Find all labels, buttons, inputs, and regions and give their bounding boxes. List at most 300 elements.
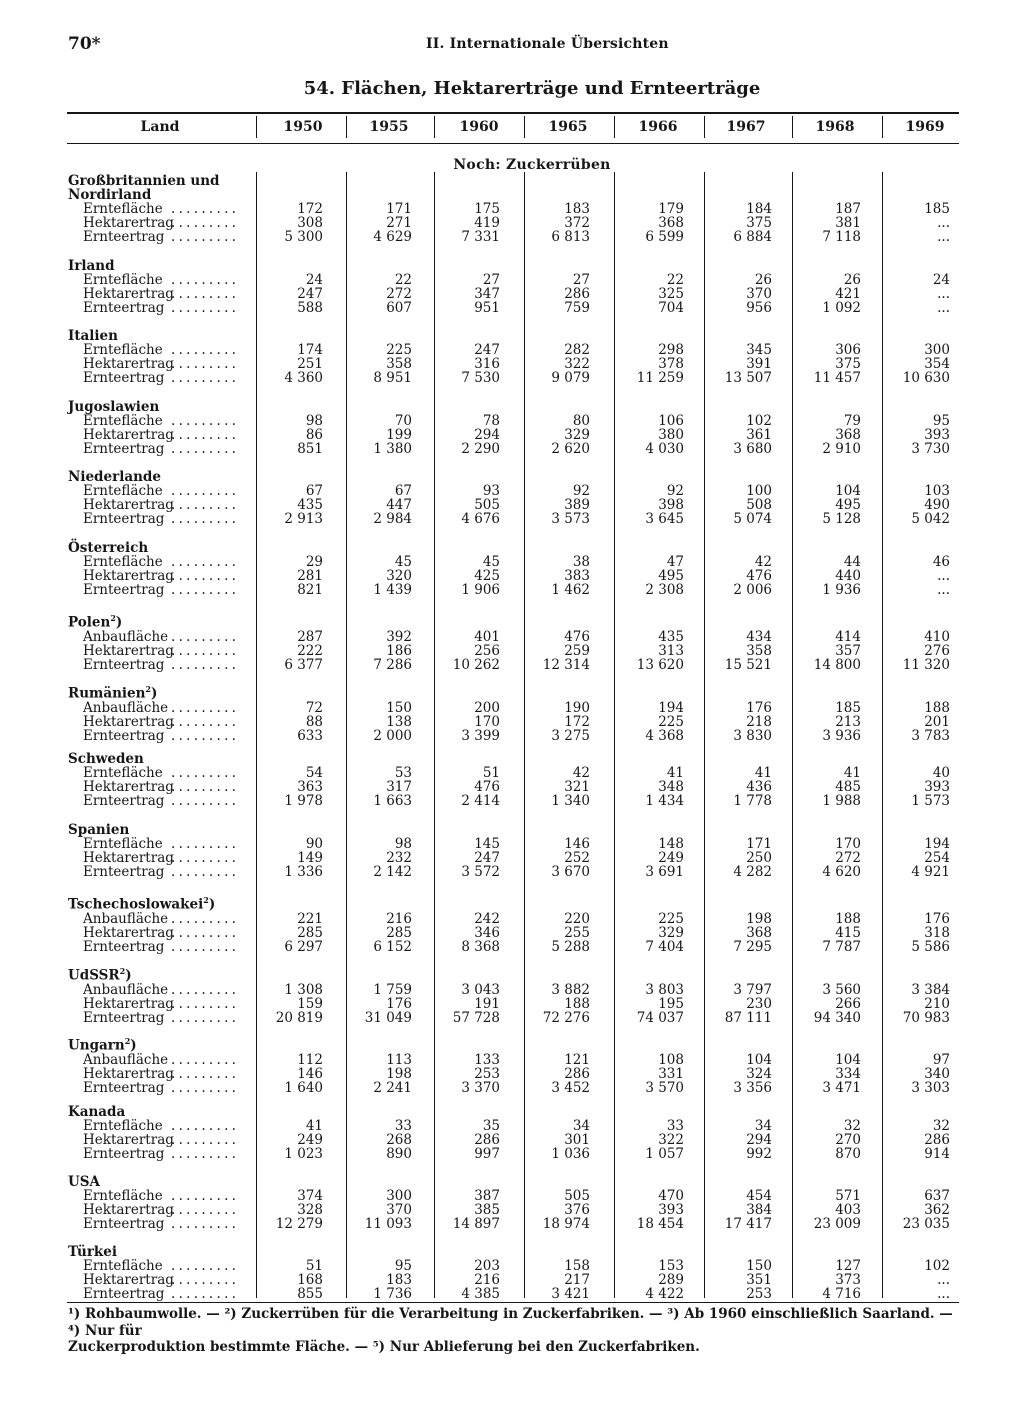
- table-cell: 41: [666, 765, 684, 781]
- country-name: [68, 541, 960, 555]
- country-name: [68, 682, 960, 701]
- table-cell: ...: [937, 215, 950, 232]
- table-cell: 272: [835, 850, 861, 867]
- table-cell: 254: [924, 850, 950, 867]
- table-cell: 92: [666, 483, 684, 499]
- column-divider: [882, 116, 883, 138]
- table-cell: 259: [564, 642, 590, 659]
- table-cell: 32: [932, 1118, 950, 1134]
- table-cell: 210: [924, 995, 950, 1012]
- table-cell: 1 988: [822, 793, 861, 810]
- row-label: Erntefläche: [83, 272, 163, 288]
- country-name-text: Tschechoslowakei: [68, 896, 204, 913]
- table-cell: 255: [564, 924, 590, 941]
- table-cell: 24: [305, 272, 323, 288]
- table-cell: 94 340: [813, 1009, 861, 1026]
- table-cell: 213: [835, 713, 861, 730]
- leader-dots: . . . . . . . . .: [171, 1216, 236, 1233]
- table-row: [68, 484, 960, 498]
- table-cell: 2 290: [461, 441, 500, 458]
- footnote-paren: ): [125, 967, 132, 984]
- table-cell: 348: [658, 779, 684, 796]
- leader-dots: . . . . . . . . .: [171, 229, 236, 246]
- table-cell: ...: [937, 229, 950, 246]
- table-cell: 282: [564, 342, 590, 358]
- table-row: [68, 273, 960, 287]
- leader-dots: . . . . . . . . .: [171, 727, 236, 744]
- country-name: [68, 329, 960, 343]
- table-cell: 1 380: [373, 441, 412, 458]
- table-cell: 821: [297, 582, 323, 599]
- table-row: [68, 1119, 960, 1133]
- table-cell: 199: [386, 427, 412, 444]
- table-cell: 242: [474, 910, 500, 927]
- column-header-year: 1966: [638, 119, 678, 135]
- table-cell: 221: [297, 910, 323, 927]
- table-cell: 3 572: [461, 864, 500, 881]
- table-cell: 266: [835, 995, 861, 1012]
- table-cell: 195: [658, 995, 684, 1012]
- row-label: Anbaufläche: [83, 981, 169, 998]
- country-name-text: Ungarn: [68, 1037, 125, 1054]
- table-cell: 26: [754, 272, 772, 288]
- table-cell: 216: [474, 1272, 500, 1289]
- table-cell: 2 142: [373, 864, 412, 881]
- table-cell: 7 404: [645, 938, 684, 955]
- table-cell: 112: [297, 1051, 323, 1068]
- table-cell: 185: [835, 699, 861, 716]
- table-cell: 225: [386, 342, 412, 358]
- country-name-text: Türkei: [68, 1244, 118, 1260]
- table-cell: 485: [835, 779, 861, 796]
- country-block: [68, 682, 960, 743]
- table-cell: 340: [924, 1065, 950, 1082]
- table-cell: 633: [297, 727, 323, 744]
- country-name: [68, 470, 960, 484]
- table-cell: 1 036: [551, 1146, 590, 1163]
- row-label: Ernteertrag: [83, 727, 165, 744]
- table-cell: 97: [932, 1051, 950, 1068]
- footnote-marker: 2: [203, 895, 209, 905]
- table-cell: 216: [386, 910, 412, 927]
- table-cell: 24: [932, 272, 950, 288]
- table-cell: 368: [746, 924, 772, 941]
- page-section-title: II. Internationale Übersichten: [426, 36, 669, 52]
- table-cell: 3 471: [822, 1079, 861, 1096]
- table-cell: 9 079: [551, 370, 590, 387]
- table-cell: 358: [746, 642, 772, 659]
- leader-dots: . . . . . . . . .: [171, 582, 236, 599]
- table-cell: 5 300: [284, 229, 323, 246]
- table-cell: 1 336: [284, 864, 323, 881]
- footnote-line: Zuckerproduktion bestimmte Fläche. — ⁵) Nur Ablieferung bei den Zuckerfabriken.: [68, 1339, 700, 1355]
- table-cell: 387: [474, 1188, 500, 1204]
- table-cell: 35: [482, 1118, 500, 1134]
- leader-dots: . . . . . . . . .: [171, 300, 236, 317]
- table-cell: 495: [658, 568, 684, 585]
- leader-dots: . . . . . . . . .: [171, 656, 236, 673]
- row-label: Ernteertrag: [83, 1216, 165, 1233]
- row-label: Erntefläche: [83, 836, 163, 852]
- table-cell: 294: [746, 1132, 772, 1149]
- row-label: Ernteertrag: [83, 793, 165, 810]
- table-cell: 106: [658, 413, 684, 429]
- table-cell: 286: [564, 286, 590, 303]
- country-name: [68, 964, 960, 983]
- table-cell: 347: [474, 286, 500, 303]
- table-cell: 40: [932, 765, 950, 781]
- table-cell: 145: [474, 836, 500, 852]
- leader-dots: . . . . . . . . .: [171, 215, 236, 232]
- row-label: Anbaufläche: [83, 699, 169, 716]
- table-row: [68, 865, 960, 879]
- table-cell: 956: [746, 300, 772, 317]
- table-cell: 95: [932, 413, 950, 429]
- table-row: [68, 715, 960, 729]
- table-cell: 5 288: [551, 938, 590, 955]
- table-row: [68, 1133, 960, 1147]
- table-cell: 57 728: [452, 1009, 500, 1026]
- country-name-text: Österreich: [68, 540, 149, 556]
- table-row: [68, 1203, 960, 1217]
- table-row: [68, 912, 960, 926]
- table-cell: 281: [297, 568, 323, 585]
- table-cell: 198: [746, 910, 772, 927]
- table-cell: 393: [658, 1202, 684, 1219]
- leader-dots: . . . . . . . . .: [171, 765, 236, 781]
- table-cell: 385: [474, 1202, 500, 1219]
- table-cell: 176: [924, 910, 950, 927]
- row-label: Ernteertrag: [83, 441, 165, 458]
- table-cell: 14 897: [452, 1216, 500, 1233]
- table-cell: 490: [924, 497, 950, 514]
- table-cell: 3 570: [645, 1079, 684, 1096]
- leader-dots: . . . . . . . . .: [171, 356, 236, 373]
- table-cell: 3 573: [551, 511, 590, 528]
- table-cell: 322: [658, 1132, 684, 1149]
- country-block: [68, 400, 960, 457]
- table-cell: 2 620: [551, 441, 590, 458]
- table-row: [68, 729, 960, 743]
- table-cell: 495: [835, 497, 861, 514]
- table-row: [68, 983, 960, 997]
- table-cell: 4 620: [822, 864, 861, 881]
- table-cell: 357: [835, 642, 861, 659]
- table-cell: 3 882: [551, 981, 590, 998]
- table-row: [68, 512, 960, 526]
- leader-dots: . . . . . . . . .: [171, 441, 236, 458]
- table-cell: 308: [297, 215, 323, 232]
- table-cell: 3 560: [822, 981, 861, 998]
- table-cell: 287: [297, 628, 323, 645]
- table-cell: 186: [386, 642, 412, 659]
- table-cell: 505: [564, 1188, 590, 1204]
- table-cell: 51: [482, 765, 500, 781]
- table-cell: 23 009: [813, 1216, 861, 1233]
- table-cell: 13 507: [724, 370, 772, 387]
- table-cell: 289: [658, 1272, 684, 1289]
- table-cell: 127: [835, 1258, 861, 1274]
- table-cell: 3 680: [733, 441, 772, 458]
- country-block: [68, 329, 960, 386]
- country-block: [68, 1105, 960, 1162]
- leader-dots: . . . . . . . . .: [171, 938, 236, 955]
- table-cell: 4 921: [911, 864, 950, 881]
- table-cell: 31 049: [364, 1009, 412, 1026]
- table-cell: 200: [474, 699, 500, 716]
- table-cell: 188: [564, 995, 590, 1012]
- table-row: [68, 926, 960, 940]
- table-cell: 1 434: [645, 793, 684, 810]
- table-cell: 3 936: [822, 727, 861, 744]
- table-cell: 179: [658, 201, 684, 217]
- table-cell: 447: [386, 497, 412, 514]
- leader-dots: . . . . . . . . .: [171, 628, 236, 645]
- table-cell: 1 759: [373, 981, 412, 998]
- leader-dots: . . . . . . . . .: [171, 1009, 236, 1026]
- table-cell: 203: [474, 1258, 500, 1274]
- row-label: Erntefläche: [83, 554, 163, 570]
- table-cell: 870: [835, 1146, 861, 1163]
- table-cell: 476: [564, 628, 590, 645]
- table-cell: 571: [835, 1188, 861, 1204]
- table-row: [68, 357, 960, 371]
- table-cell: 108: [658, 1051, 684, 1068]
- row-label: Hektarertrag: [83, 497, 174, 514]
- leader-dots: . . . . . . . . .: [171, 699, 236, 716]
- table-cell: 914: [924, 1146, 950, 1163]
- table-cell: 6 884: [733, 229, 772, 246]
- leader-dots: . . . . . . . . .: [171, 1079, 236, 1096]
- table-cell: 7 787: [822, 938, 861, 955]
- row-label: Hektarertrag: [83, 1132, 174, 1149]
- table-cell: 7 295: [733, 938, 772, 955]
- table-cell: 354: [924, 356, 950, 373]
- table-cell: 11 457: [813, 370, 861, 387]
- header-rule: [67, 143, 959, 144]
- table-cell: 1 573: [911, 793, 950, 810]
- table-row: [68, 658, 960, 672]
- table-cell: 5 128: [822, 511, 861, 528]
- country-name: [68, 611, 960, 630]
- table-cell: 401: [474, 628, 500, 645]
- table-cell: 53: [394, 765, 412, 781]
- table-cell: 249: [297, 1132, 323, 1149]
- column-header-year: 1950: [283, 119, 323, 135]
- country-name: [68, 1034, 960, 1053]
- country-block: [68, 1034, 960, 1095]
- table-cell: 251: [297, 356, 323, 373]
- country-block: [68, 823, 960, 880]
- table-cell: 421: [835, 286, 861, 303]
- table-cell: 3 783: [911, 727, 950, 744]
- table-cell: 3 730: [911, 441, 950, 458]
- table-cell: 4 368: [645, 727, 684, 744]
- table-cell: 171: [386, 201, 412, 217]
- table-cell: 190: [564, 699, 590, 716]
- table-cell: 890: [386, 1146, 412, 1163]
- leader-dots: . . . . . . . . .: [171, 511, 236, 528]
- table-cell: 1 308: [284, 981, 323, 998]
- table-cell: 198: [386, 1065, 412, 1082]
- table-row: [68, 997, 960, 1011]
- table-cell: 322: [564, 356, 590, 373]
- country-name: [68, 1105, 960, 1119]
- table-cell: 113: [386, 1051, 412, 1068]
- table-cell: 373: [835, 1272, 861, 1289]
- table-cell: 363: [297, 779, 323, 796]
- table-cell: 375: [835, 356, 861, 373]
- table-cell: 230: [746, 995, 772, 1012]
- column-divider: [346, 116, 347, 138]
- table-row: [68, 1081, 960, 1095]
- table-cell: 436: [746, 779, 772, 796]
- row-label: Erntefläche: [83, 413, 163, 429]
- table-cell: 285: [297, 924, 323, 941]
- table-cell: 172: [564, 713, 590, 730]
- table-cell: 183: [564, 201, 590, 217]
- table-cell: 1 640: [284, 1079, 323, 1096]
- table-cell: 374: [297, 1188, 323, 1204]
- table-cell: 153: [658, 1258, 684, 1274]
- table-cell: 12 279: [275, 1216, 323, 1233]
- table-cell: 362: [924, 1202, 950, 1219]
- country-name: [68, 893, 960, 912]
- table-cell: 22: [666, 272, 684, 288]
- table-cell: ...: [937, 582, 950, 599]
- table-cell: 3 645: [645, 511, 684, 528]
- table-cell: 358: [386, 356, 412, 373]
- leader-dots: . . . . . . . . .: [171, 1051, 236, 1068]
- table-cell: 370: [386, 1202, 412, 1219]
- table-cell: 187: [835, 201, 861, 217]
- table-cell: 318: [924, 924, 950, 941]
- table-cell: 102: [746, 413, 772, 429]
- table-cell: 415: [835, 924, 861, 941]
- table-cell: 4 629: [373, 229, 412, 246]
- country-block: [68, 174, 960, 245]
- table-cell: 508: [746, 497, 772, 514]
- table-cell: 434: [746, 628, 772, 645]
- footnote-paren: ): [115, 614, 123, 631]
- table-cell: 398: [658, 497, 684, 514]
- table-cell: 93: [482, 483, 500, 499]
- table-cell: 247: [297, 286, 323, 303]
- table-cell: 1 092: [822, 300, 861, 317]
- table-cell: 351: [746, 1272, 772, 1289]
- table-cell: 70 983: [902, 1009, 950, 1026]
- row-label: Ernteertrag: [83, 656, 165, 673]
- table-cell: 368: [835, 427, 861, 444]
- table-cell: 383: [564, 568, 590, 585]
- table-cell: 505: [474, 497, 500, 514]
- table-cell: 286: [924, 1132, 950, 1149]
- table-cell: 370: [746, 286, 772, 303]
- row-label: Hektarertrag: [83, 850, 174, 867]
- table-cell: 3 452: [551, 1079, 590, 1096]
- table-cell: 22: [394, 272, 412, 288]
- leader-dots: . . . . . . . . .: [171, 1132, 236, 1149]
- table-cell: 46: [932, 554, 950, 570]
- table-cell: 23 035: [902, 1216, 950, 1233]
- table-cell: 272: [386, 286, 412, 303]
- table-cell: 588: [297, 300, 323, 317]
- table-row: [68, 1053, 960, 1067]
- table-cell: 78: [482, 413, 500, 429]
- table-cell: 175: [474, 201, 500, 217]
- table-cell: 6 813: [551, 229, 590, 246]
- row-label: Hektarertrag: [83, 1202, 174, 1219]
- table-cell: 133: [474, 1051, 500, 1068]
- table-cell: 298: [658, 342, 684, 358]
- table-cell: 138: [386, 713, 412, 730]
- table-cell: 250: [746, 850, 772, 867]
- country-block: [68, 470, 960, 527]
- table-row: [68, 230, 960, 244]
- table-cell: 158: [564, 1258, 590, 1274]
- row-label: Ernteertrag: [83, 938, 165, 955]
- table-cell: 170: [835, 836, 861, 852]
- table-cell: 317: [386, 779, 412, 796]
- table-cell: 759: [564, 300, 590, 317]
- leader-dots: . . . . . . . . .: [171, 413, 236, 429]
- table-cell: 54: [305, 765, 323, 781]
- table-row: [68, 202, 960, 216]
- leader-dots: . . . . . . . . .: [171, 1272, 236, 1289]
- table-cell: 3 370: [461, 1079, 500, 1096]
- table-cell: 27: [572, 272, 590, 288]
- table-cell: 70: [394, 413, 412, 429]
- table-cell: 320: [386, 568, 412, 585]
- table-cell: 270: [835, 1132, 861, 1149]
- leader-dots: . . . . . . . . .: [171, 836, 236, 852]
- table-cell: 276: [924, 642, 950, 659]
- table-cell: 329: [564, 427, 590, 444]
- table-row: [68, 1147, 960, 1161]
- table-cell: 1 023: [284, 1146, 323, 1163]
- table-cell: 102: [924, 1258, 950, 1274]
- table-cell: 951: [474, 300, 500, 317]
- leader-dots: . . . . . . . . .: [171, 1118, 236, 1134]
- table-cell: 286: [564, 1065, 590, 1082]
- table-cell: 393: [924, 779, 950, 796]
- leader-dots: . . . . . . . . .: [171, 850, 236, 867]
- country-name-text: Schweden: [68, 751, 144, 767]
- table-cell: 328: [297, 1202, 323, 1219]
- leader-dots: . . . . . . . . .: [171, 286, 236, 303]
- table-cell: 188: [924, 699, 950, 716]
- row-label: Hektarertrag: [83, 215, 174, 232]
- table-cell: 5 042: [911, 511, 950, 528]
- table-cell: 2 241: [373, 1079, 412, 1096]
- table-cell: 5 586: [911, 938, 950, 955]
- table-row: [68, 216, 960, 230]
- table-row: [68, 766, 960, 780]
- table-cell: 294: [474, 427, 500, 444]
- table-cell: 148: [658, 836, 684, 852]
- leader-dots: . . . . . . . . .: [171, 497, 236, 514]
- table-cell: 217: [564, 1272, 590, 1289]
- leader-dots: . . . . . . . . .: [171, 864, 236, 881]
- table-cell: 372: [564, 215, 590, 232]
- table-cell: 389: [564, 497, 590, 514]
- table-cell: 13 620: [636, 656, 684, 673]
- table-cell: 306: [835, 342, 861, 358]
- table-cell: 2 910: [822, 441, 861, 458]
- table-cell: 8 951: [373, 370, 412, 387]
- table-cell: 249: [658, 850, 684, 867]
- table-cell: 171: [746, 836, 772, 852]
